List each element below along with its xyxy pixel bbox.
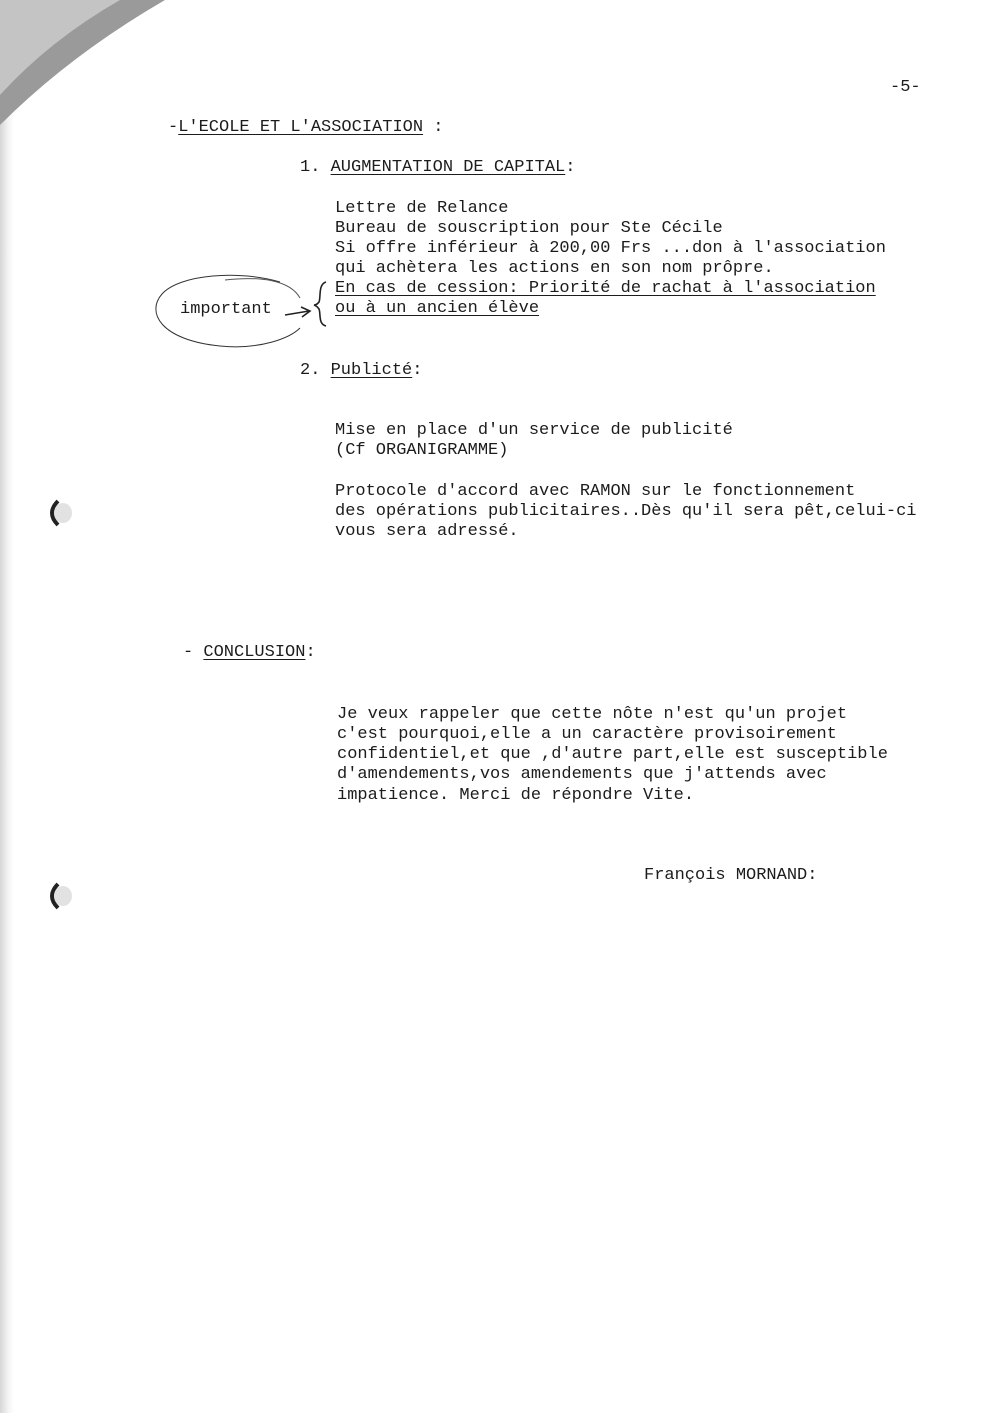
capital-line: Bureau de souscription pour Ste Cécile [335, 219, 723, 238]
item-1-heading [300, 158, 575, 178]
section-prefix: - [183, 643, 204, 662]
item-heading: Publicté [330, 361, 413, 380]
important-line: En cas de cession: Priorité de rachat à l'association [335, 279, 876, 298]
item-heading: AUGMENTATION DE CAPITAL [330, 158, 566, 177]
important-line: ou à un ancien élève [335, 299, 540, 318]
section-heading-conclusion [183, 643, 316, 663]
conclusion-line: impatience. Merci de répondre Vite. [337, 786, 695, 805]
item-heading-suffix: : [412, 361, 423, 380]
folded-corner [0, 0, 170, 130]
item-2-heading [300, 361, 422, 381]
publicite-line: (Cf ORGANIGRAMME) [335, 441, 509, 460]
signature: François MORNAND: [644, 866, 818, 885]
punch-hole-top [44, 495, 84, 531]
section-suffix: : [305, 643, 316, 662]
conclusion-line: Je veux rappeler que cette nôte n'est qu'un projet [337, 705, 848, 724]
conclusion-line: confidentiel,et que ,d'autre part,elle est susceptible [337, 745, 888, 764]
section-suffix: : [423, 118, 444, 137]
item-number: 1. [300, 158, 321, 177]
capital-line: Si offre inférieur à 200,00 Frs ...don à l'association [335, 239, 886, 258]
margin-note-important: important [180, 300, 272, 319]
punch-hole-bottom [44, 878, 84, 914]
capital-line: qui achètera les actions en son nom prôpre. [335, 259, 774, 278]
protocole-line: Protocole d'accord avec RAMON sur le fonctionnement [335, 482, 856, 501]
conclusion-line: c'est pourquoi,elle a un caractère provisoirement [337, 725, 837, 744]
item-heading-suffix: : [565, 158, 576, 177]
protocole-line: des opérations publicitaires..Dès qu'il sera pêt,celui-ci [335, 502, 917, 521]
section-heading-ecole [168, 118, 443, 138]
page-shadow-edge [0, 0, 14, 1413]
publicite-line: Mise en place d'un service de publicité [335, 421, 733, 440]
section-prefix: - [168, 118, 179, 137]
section-title: CONCLUSION [203, 643, 306, 662]
arrow-icon [283, 303, 313, 323]
conclusion-line: d'amendements,vos amendements que j'attends avec [337, 765, 827, 784]
item-number: 2. [300, 361, 321, 380]
protocole-line: vous sera adressé. [335, 522, 519, 541]
curly-brace-icon [312, 280, 332, 328]
page-number: -5- [890, 78, 921, 97]
section-title: L'ECOLE ET L'ASSOCIATION [178, 118, 424, 137]
capital-line: Lettre de Relance [335, 199, 509, 218]
